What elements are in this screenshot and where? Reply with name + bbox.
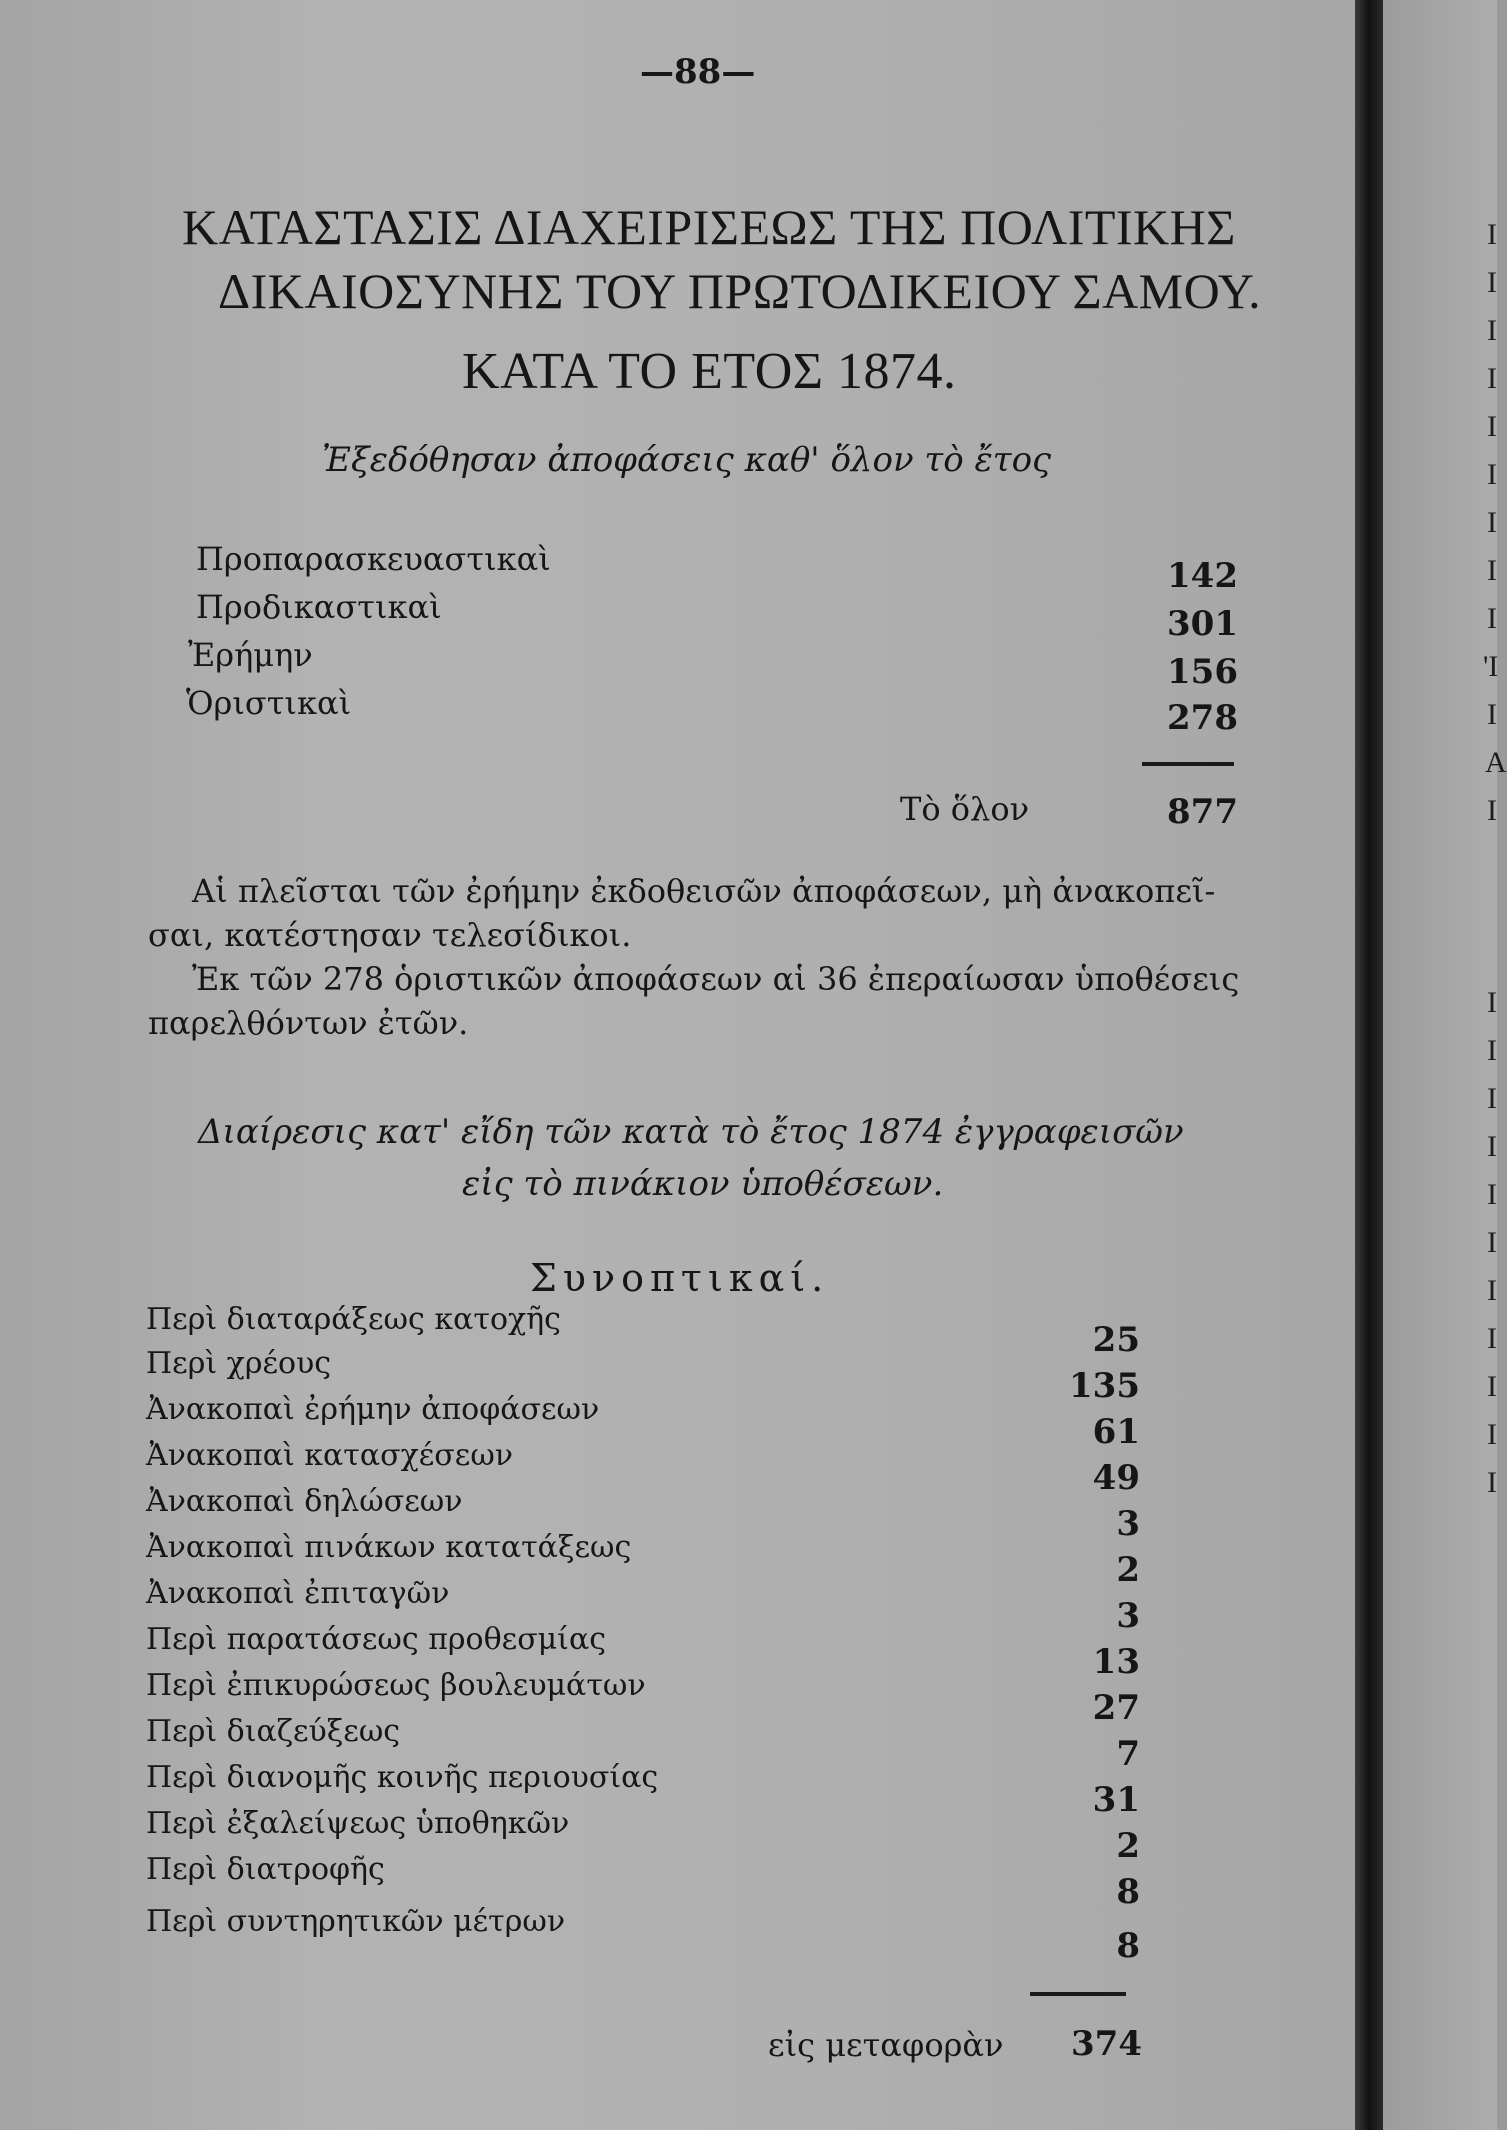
margin-glyph: I [1487, 698, 1497, 731]
summary-value: 13 [1092, 1642, 1140, 1682]
summary-label: Περὶ ἐπικυρώσεως βουλευμάτων [146, 1668, 646, 1703]
summary-label: Ἀνακοπαὶ ἐπιταγῶν [146, 1576, 450, 1611]
margin-glyph: I [1487, 1322, 1497, 1355]
summary-label: Περὶ παρατάσεως προθεσμίας [146, 1622, 607, 1657]
title-line-2: ΔΙΚΑΙΟΣΥΝΗΣ ΤΟΥ ΠΡΩΤΟΔΙΚΕΙΟΥ ΣΑΜΟΥ. [218, 263, 1262, 319]
margin-glyph: A [1485, 746, 1507, 779]
decision-value: 301 [1167, 604, 1238, 644]
summary-value: 49 [1092, 1458, 1140, 1498]
margin-glyph: I [1487, 266, 1497, 299]
margin-glyph: 'I [1483, 650, 1499, 683]
decision-label: Προπαρασκευαστικαὶ [196, 540, 551, 578]
summary-label: Ἀνακοπαὶ πινάκων κατατάξεως [146, 1530, 632, 1565]
summary-value: 8 [1116, 1926, 1140, 1966]
page-number: —88— [640, 52, 756, 92]
summary-heading: Συνοπτικαί. [530, 1256, 830, 1300]
paragraph-2-line-2: παρελθόντων ἐτῶν. [148, 1004, 469, 1042]
summary-value: 27 [1092, 1688, 1140, 1728]
margin-glyph: I [1487, 1082, 1497, 1115]
summary-value: 3 [1116, 1596, 1140, 1636]
decision-label: Ὁριστικαὶ [186, 684, 352, 722]
margin-glyph: I [1487, 458, 1497, 491]
summary-label: Περὶ διανομῆς κοινῆς περιουσίας [146, 1760, 659, 1795]
margin-glyph: I [1487, 362, 1497, 395]
summary-label: Ἀνακοπαὶ ἐρήμην ἀποφάσεων [146, 1392, 600, 1427]
decision-label: Προδικαστικαὶ [196, 588, 442, 626]
division-line-2: εἰς τὸ πινάκιον ὑποθέσεων. [462, 1164, 944, 1204]
decision-label: Ἐρήμην [188, 636, 313, 674]
decision-value: 142 [1167, 556, 1238, 596]
summary-value: 61 [1092, 1412, 1140, 1452]
paragraph-1-line-1: Αἱ πλεῖσται τῶν ἐρήμην ἐκδοθεισῶν ἀποφάσεων, μὴ ἀνακοπεῖ- [192, 872, 1216, 910]
paragraph-1-line-2: σαι, κατέστησαν τελεσίδικοι. [148, 916, 632, 954]
summary-label: Περὶ διατροφῆς [146, 1852, 385, 1887]
summary-label: Ἀνακοπαὶ δηλώσεων [146, 1484, 463, 1519]
margin-glyph: I [1487, 986, 1497, 1019]
carry-value: 374 [1071, 2024, 1142, 2064]
summary-label: Περὶ συντηρητικῶν μέτρων [146, 1904, 566, 1939]
summary-value: 2 [1116, 1826, 1140, 1866]
total-value: 877 [1167, 792, 1238, 832]
title-line-1: ΚΑΤΑΣΤΑΣΙΣ ΔΙΑΧΕΙΡΙΣΕΩΣ ΤΗΣ ΠΟΛΙΤΙΚΗΣ [182, 199, 1236, 255]
summary-label: Ἀνακοπαὶ κατασχέσεων [146, 1438, 514, 1473]
summary-value: 31 [1092, 1780, 1140, 1820]
summary-label: Περὶ χρέους [146, 1346, 332, 1381]
margin-glyph: I [1487, 410, 1497, 443]
summary-value: 7 [1116, 1734, 1140, 1774]
total-rule [1142, 762, 1234, 766]
margin-glyph: I [1487, 794, 1497, 827]
margin-glyph: I [1487, 314, 1497, 347]
adjacent-page-edge [1383, 0, 1507, 2130]
margin-glyph: I [1487, 1130, 1497, 1163]
margin-glyph: I [1487, 1466, 1497, 1499]
summary-label: Περὶ διαταράξεως κατοχῆς [146, 1302, 561, 1337]
margin-glyph: I [1487, 1034, 1497, 1067]
margin-glyph: I [1487, 554, 1497, 587]
margin-glyph: I [1487, 1226, 1497, 1259]
title-line-3: ΚΑΤΑ ΤΟ ΕΤΟΣ 1874. [462, 343, 957, 400]
margin-glyph: I [1487, 506, 1497, 539]
summary-value: 2 [1116, 1550, 1140, 1590]
summary-value: 135 [1069, 1366, 1140, 1406]
summary-value: 25 [1092, 1320, 1140, 1360]
division-line-1: Διαίρεσις κατ' εἴδη τῶν κατὰ τὸ ἔτος 1874 ἐγγραφεισῶν [198, 1112, 1184, 1152]
margin-glyph: I [1487, 1274, 1497, 1307]
margin-glyph: I [1487, 1178, 1497, 1211]
margin-glyph: I [1487, 602, 1497, 635]
summary-label: Περὶ διαζεύξεως [146, 1714, 401, 1749]
decisions-heading: Ἐξεδόθησαν ἀποφάσεις καθ' ὅλον τὸ ἔτος [322, 440, 1052, 480]
carry-rule [1030, 1992, 1126, 1996]
carry-label: εἰς μεταφορὰν [768, 2026, 1004, 2064]
book-gutter [1355, 0, 1383, 2130]
paragraph-2-line-1: Ἐκ τῶν 278 ὁριστικῶν ἀποφάσεων αἱ 36 ἐπεραίωσαν ὑποθέσεις [192, 960, 1240, 998]
decision-value: 278 [1167, 698, 1238, 738]
total-label: Τὸ ὅλον [900, 790, 1030, 828]
decision-value: 156 [1167, 652, 1238, 692]
margin-glyph: I [1487, 1370, 1497, 1403]
margin-glyph: I [1487, 1418, 1497, 1451]
summary-label: Περὶ ἐξαλείψεως ὑποθηκῶν [146, 1806, 570, 1841]
summary-value: 8 [1116, 1872, 1140, 1912]
summary-value: 3 [1116, 1504, 1140, 1544]
margin-glyph: I [1487, 218, 1497, 251]
